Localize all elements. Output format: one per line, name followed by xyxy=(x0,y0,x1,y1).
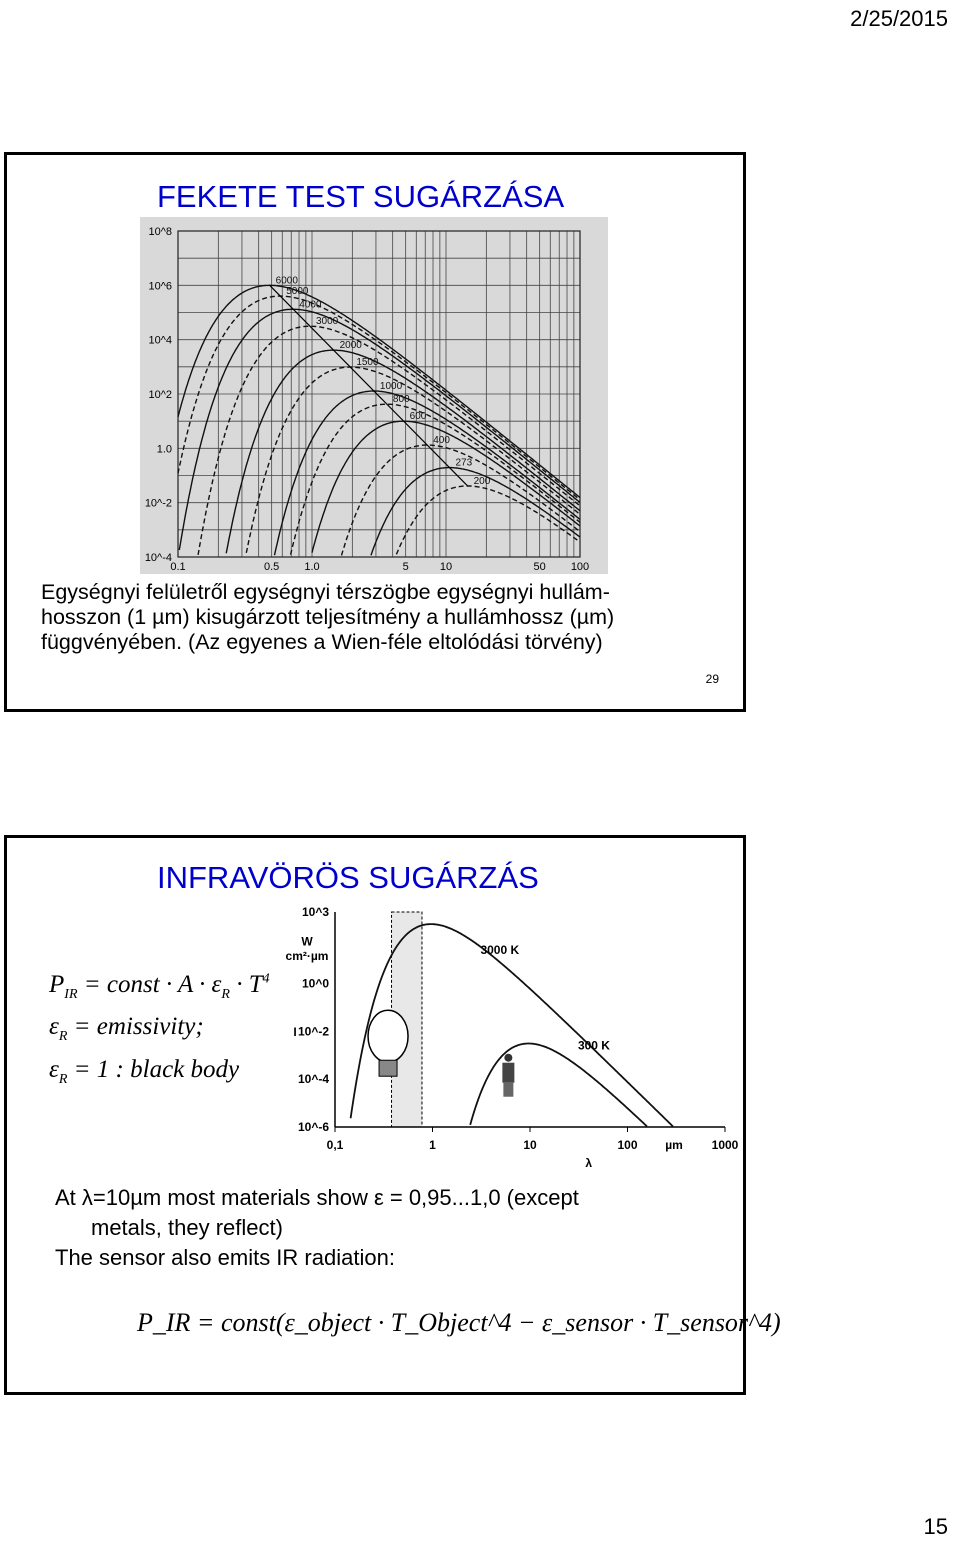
series-label: 2000 xyxy=(339,340,362,352)
y-tick-label: 10^6 xyxy=(148,280,172,293)
series-label: 6000 xyxy=(275,275,298,287)
light-bulb-base-icon xyxy=(379,1060,397,1076)
formula-tail-sup: 4 xyxy=(262,971,270,987)
slide-infrared xyxy=(4,835,781,1395)
header-date: 2/25/2015 xyxy=(850,6,948,31)
x-axis-label: λ xyxy=(585,1156,593,1170)
x-tick-label: 100 xyxy=(570,561,590,573)
person-legs-icon xyxy=(503,1083,513,1097)
formula-blackbody xyxy=(49,1056,239,1088)
x-tick-label: 0.5 xyxy=(264,561,280,573)
formula-lhs-sub: IR xyxy=(64,987,78,1002)
slide-title: FEKETE TEST SUGÁRZÁSA xyxy=(157,179,565,214)
notes xyxy=(55,1183,735,1273)
caption-line: Egységnyi felületről egységnyi térszögbe egységnyi hullám- xyxy=(41,580,610,604)
page-number: 15 xyxy=(923,1514,948,1539)
y-tick-label: 10^-6 xyxy=(297,1120,329,1134)
slide-number: 29 xyxy=(705,672,719,686)
y-tick-label: 10^4 xyxy=(148,334,172,347)
x-tick-label: 1.0 xyxy=(304,561,320,573)
series-label: 800 xyxy=(392,394,410,406)
x-tick-label: 10 xyxy=(523,1138,537,1152)
slide-title: INFRAVÖRÖS SUGÁRZÁS xyxy=(157,860,539,895)
series-label: 3000 K xyxy=(480,943,520,958)
series-label: 3000 xyxy=(315,316,339,328)
x-tick-label: 0.1 xyxy=(170,561,186,573)
y-tick-label: 10^8 xyxy=(148,226,172,238)
caption xyxy=(41,580,731,655)
y-unit-label: W xyxy=(301,934,313,949)
y-tick-label: 1.0 xyxy=(156,443,172,456)
formula-rhs-sub: R xyxy=(221,987,230,1002)
y-tick-label: 10^-2 xyxy=(297,1024,329,1039)
formula-symbol-sub: R xyxy=(58,1029,68,1044)
note-line: At λ=10µm most materials show ε = 0,95...1,0 (except xyxy=(55,1185,579,1210)
x-tick-label: 100 xyxy=(617,1138,638,1152)
x-tick-label: 10 xyxy=(439,561,453,573)
note-line: The sensor also emits IR radiation: xyxy=(55,1245,395,1270)
formula-text: = 1 : black body xyxy=(67,1056,240,1083)
x-unit-label: µm xyxy=(665,1138,683,1152)
y-tick-label: 10^2 xyxy=(148,389,172,401)
y-tick-label: 10^3 xyxy=(301,905,329,919)
series-label: 4000 xyxy=(299,299,322,311)
series-label: 200 xyxy=(473,475,491,487)
formula-symbol: ε xyxy=(49,1056,59,1083)
y-unit-label: cm²·µm xyxy=(285,948,329,963)
series-label: 5000 xyxy=(286,286,309,298)
slide-blackbody xyxy=(4,152,746,712)
x-tick-label: 1 xyxy=(429,1138,436,1152)
sensor-formula xyxy=(137,1308,781,1338)
x-tick-label: 0,1 xyxy=(326,1138,344,1152)
x-tick-label: 50 xyxy=(533,561,546,573)
series-label: 600 xyxy=(409,411,427,423)
formula-symbol: ε xyxy=(49,1013,59,1040)
x-tick-label: 1000 xyxy=(711,1138,739,1152)
person-icon xyxy=(504,1054,512,1062)
formula-tail: · T xyxy=(229,971,263,998)
blackbody-chart xyxy=(140,217,608,574)
series-label: 400 xyxy=(433,435,450,447)
formula-text: = emissivity; xyxy=(67,1013,204,1040)
light-bulb-icon xyxy=(368,1010,408,1062)
x-tick-label: 5 xyxy=(402,561,409,573)
y-tick-label: 10^-4 xyxy=(297,1072,329,1087)
formula-rhs: = const · A · ε xyxy=(83,971,222,998)
caption-line: hosszon (1 µm) kisugárzott teljesítmény a hullámhossz (µm) xyxy=(41,605,615,629)
y-tick-label: 10^0 xyxy=(301,976,329,991)
series-label: 1000 xyxy=(379,381,403,393)
arrow-label: I xyxy=(293,1025,297,1040)
formula-power xyxy=(49,971,270,1003)
series-label: 273 xyxy=(455,457,473,469)
infrared-chart xyxy=(285,902,739,1172)
series-label: 300 K xyxy=(577,1038,610,1053)
sensor-formula-text: P_IR = const(ε_object · T_Object^4 − ε_sensor · T_sensor^4) xyxy=(137,1308,781,1337)
formula-lhs: P xyxy=(49,971,65,998)
note-line: metals, they reflect) xyxy=(91,1215,283,1240)
series-label: 1500 xyxy=(356,357,379,369)
formula-emissivity xyxy=(49,1013,204,1045)
person-body-icon xyxy=(502,1063,514,1083)
formula-symbol-sub: R xyxy=(58,1072,68,1087)
y-tick-label: 10^-4 xyxy=(144,552,172,564)
caption-line: függvényében. (Az egyenes a Wien-féle eltolódási törvény) xyxy=(41,630,603,654)
y-tick-label: 10^-2 xyxy=(144,497,172,510)
